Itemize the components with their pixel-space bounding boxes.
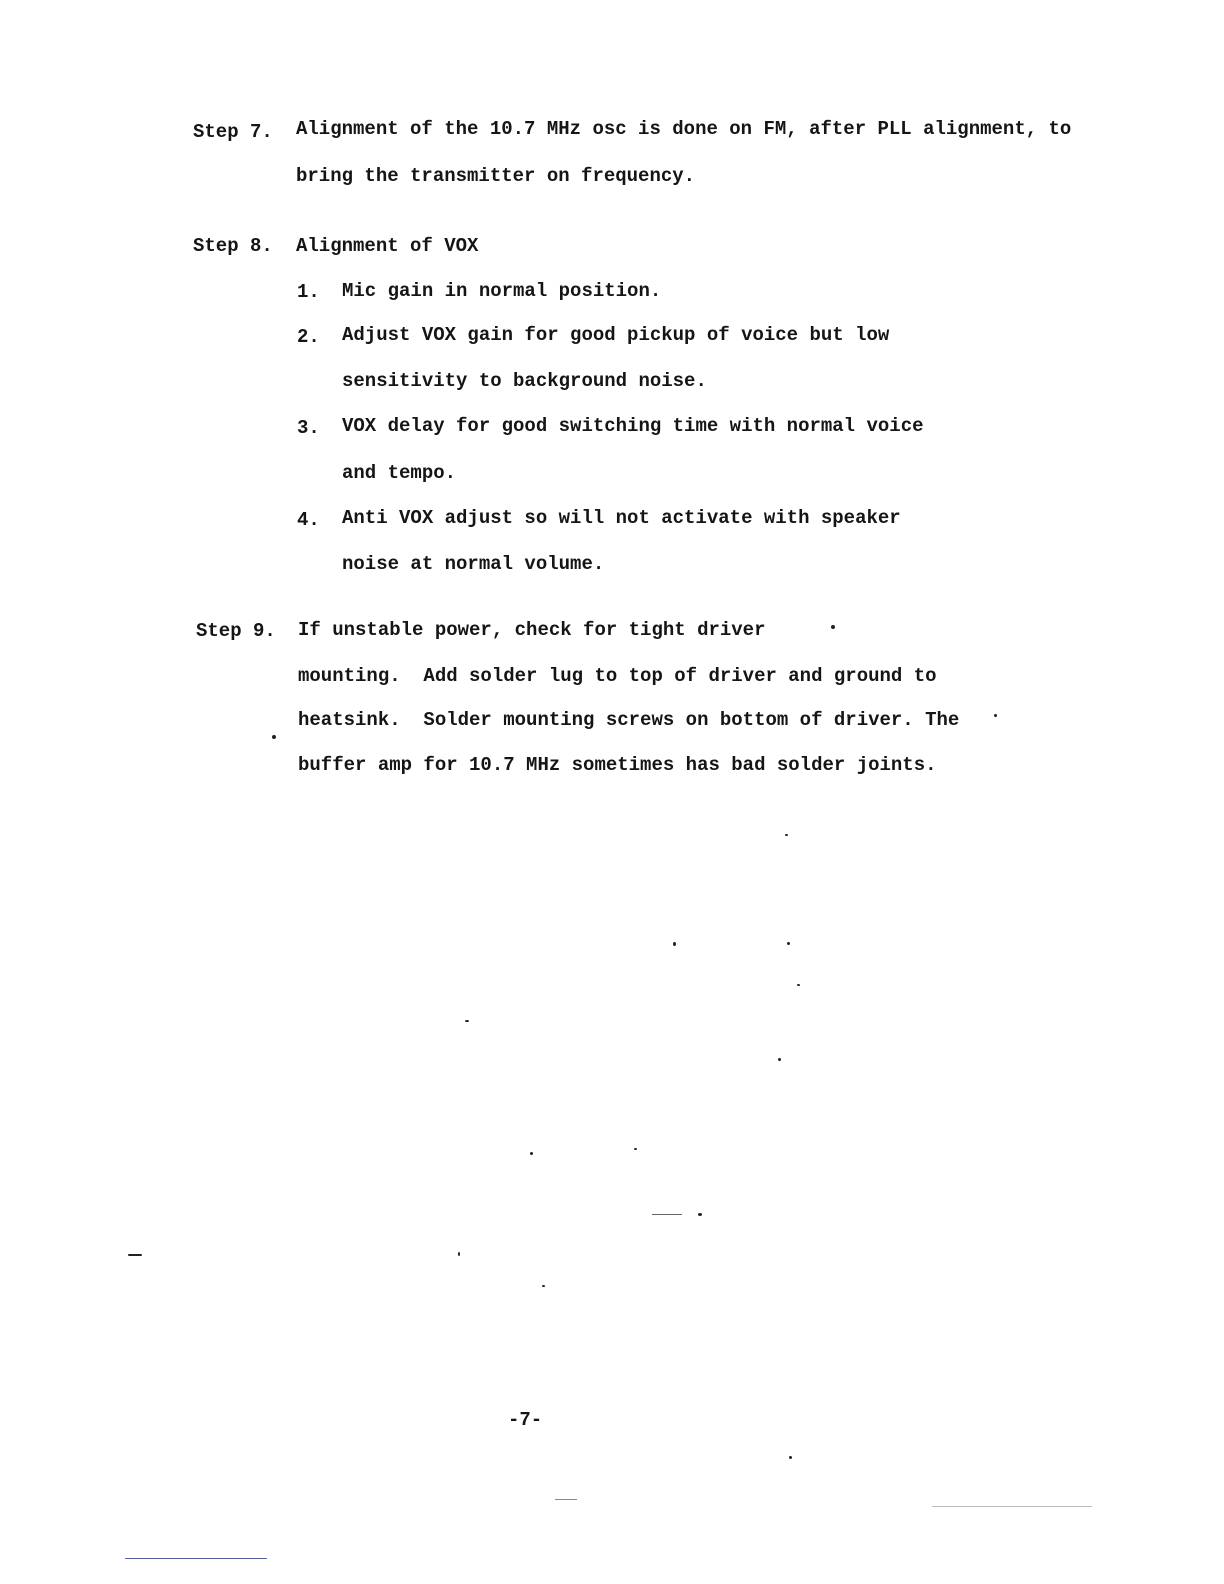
scan-speck [465,1020,469,1022]
scan-speck [787,942,790,945]
step-8-title: Alignment of VOX [296,235,479,257]
scan-speck [994,714,997,717]
scan-speck [128,1254,142,1256]
step-8-item-4-number: 4. [297,509,320,531]
scan-speck [673,942,676,946]
step-8-item-1-number: 1. [297,281,320,303]
step-8-item-3-number: 3. [297,417,320,439]
step-9-line-3: heatsink. Solder mounting screws on bottom of driver. The [298,709,960,731]
step-9-label: Step 9. [196,620,276,642]
step-8-label: Step 8. [193,235,273,257]
scan-speck [272,735,276,739]
step-7-label: Step 7. [193,121,273,143]
page-number: -7- [508,1409,543,1431]
step-7-line-1: Alignment of the 10.7 MHz osc is done on FM, after PLL alignment, to [296,118,1072,140]
scan-speck [778,1058,781,1061]
scan-speck [698,1213,702,1216]
step-8-item-4-line-1: Anti VOX adjust so will not activate with speaker [342,507,901,529]
step-8-item-4-line-2: noise at normal volume. [342,553,605,575]
scan-speck [530,1152,533,1155]
scan-speck [652,1214,682,1215]
step-7-line-2: bring the transmitter on frequency. [296,165,696,187]
step-8-item-2-line-1: Adjust VOX gain for good pickup of voice but low [342,324,890,346]
scan-speck [634,1148,637,1150]
scan-speck [785,834,788,836]
step-9-line-4: buffer amp for 10.7 MHz sometimes has bad solder joints. [298,754,937,776]
scan-line [125,1558,267,1559]
scan-line [932,1506,1092,1507]
step-8-item-2-line-2: sensitivity to background noise. [342,370,707,392]
scan-speck [831,625,835,629]
scan-speck [542,1285,545,1287]
scan-line [555,1499,577,1500]
step-8-item-2-number: 2. [297,326,320,348]
step-8-item-3-line-2: and tempo. [342,462,457,484]
step-8-item-3-line-1: VOX delay for good switching time with normal voice [342,415,924,437]
scan-speck [458,1252,460,1256]
step-8-item-1-line-1: Mic gain in normal position. [342,280,662,302]
scan-speck [789,1456,792,1459]
step-9-line-1: If unstable power, check for tight driver [298,619,766,641]
scan-speck [797,984,800,986]
step-9-line-2: mounting. Add solder lug to top of driver and ground to [298,665,937,687]
